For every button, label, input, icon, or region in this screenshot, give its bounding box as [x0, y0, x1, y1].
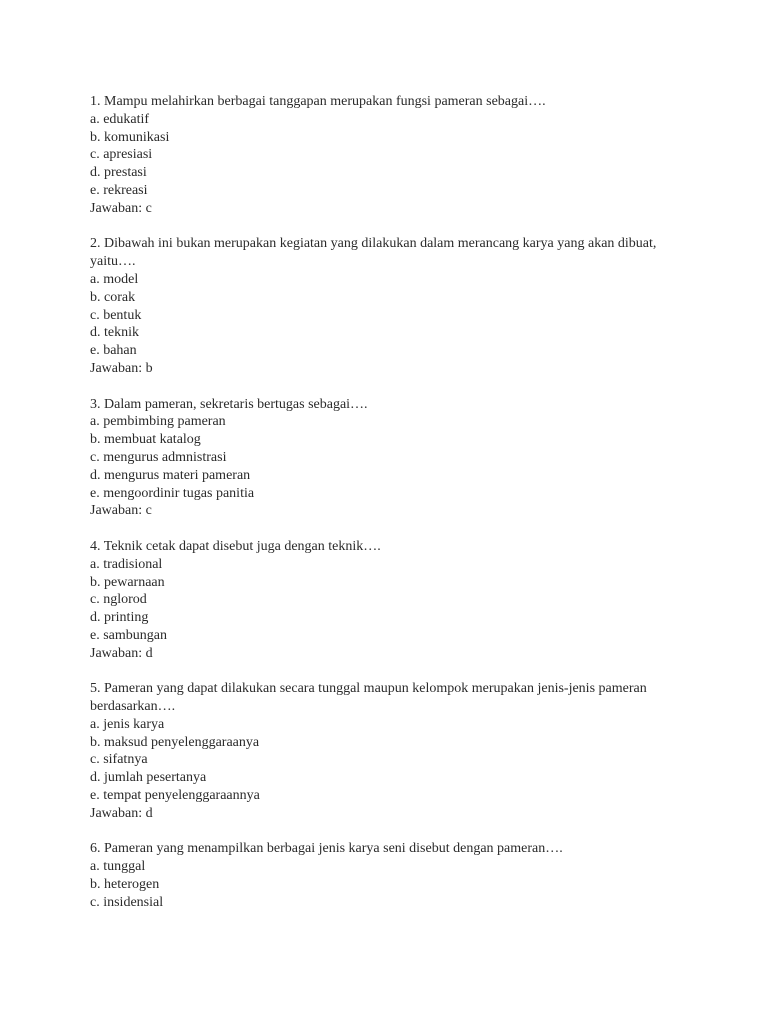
question-text: 1. Mampu melahirkan berbagai tanggapan merupakan fungsi pameran sebagai….	[90, 94, 546, 109]
document-page	[90, 93, 690, 929]
option-e: e. sambungan	[90, 627, 167, 643]
answer-line: Jawaban: d	[90, 645, 153, 661]
option-c: c. mengurus admnistrasi	[90, 449, 227, 465]
answer-line: Jawaban: b	[90, 360, 153, 376]
question-4	[90, 538, 690, 663]
question-6	[90, 840, 690, 911]
option-b: b. heterogen	[90, 877, 160, 893]
option-b: b. membuat katalog	[90, 432, 201, 448]
question-1	[90, 93, 690, 218]
option-a: a. tradisional	[90, 556, 163, 572]
option-b: b. maksud penyelenggaraanya	[90, 734, 260, 750]
option-e: e. mengoordinir tugas panitia	[90, 485, 255, 501]
option-d: d. printing	[90, 610, 149, 626]
option-b: b. pewarnaan	[90, 574, 165, 590]
option-e: e. bahan	[90, 343, 137, 359]
option-c: c. bentuk	[90, 307, 142, 323]
option-a: a. pembimbing pameran	[90, 414, 226, 430]
question-text: 6. Pameran yang menampilkan berbagai jenis karya seni disebut dengan pameran….	[90, 841, 563, 857]
option-b: b. corak	[90, 289, 136, 305]
option-a: a. edukatif	[90, 111, 150, 127]
answer-line: Jawaban: c	[90, 200, 152, 216]
question-5	[90, 680, 690, 822]
question-text: 2. Dibawah ini bukan merupakan kegiatan yang dilakukan dalam merancang karya yang akan dibuat, yaitu….	[90, 236, 657, 270]
option-d: d. prestasi	[90, 165, 147, 181]
option-b: b. komunikasi	[90, 129, 170, 145]
question-text: 3. Dalam pameran, sekretaris bertugas sebagai….	[90, 396, 368, 412]
option-d: d. jumlah pesertanya	[90, 770, 207, 786]
answer-line: Jawaban: c	[90, 503, 152, 519]
question-text: 4. Teknik cetak dapat disebut juga dengan teknik….	[90, 538, 381, 554]
option-d: d. mengurus materi pameran	[90, 467, 251, 483]
option-d: d. teknik	[90, 325, 139, 341]
option-a: a. tunggal	[90, 859, 146, 875]
question-3	[90, 396, 690, 521]
answer-line: Jawaban: d	[90, 805, 153, 821]
question-text: 5. Pameran yang dapat dilakukan secara tunggal maupun kelompok merupakan jenis-jenis pameran berdasarkan….	[90, 681, 647, 715]
option-c: c. sifatnya	[90, 752, 148, 768]
option-e: e. tempat penyelenggaraannya	[90, 788, 260, 804]
option-a: a. jenis karya	[90, 716, 165, 732]
option-c: c. insidensial	[90, 894, 164, 910]
question-2	[90, 235, 690, 377]
option-c: c. apresiasi	[90, 147, 153, 163]
option-e: e. rekreasi	[90, 182, 148, 198]
option-a: a. model	[90, 271, 139, 287]
option-c: c. nglorod	[90, 592, 147, 608]
